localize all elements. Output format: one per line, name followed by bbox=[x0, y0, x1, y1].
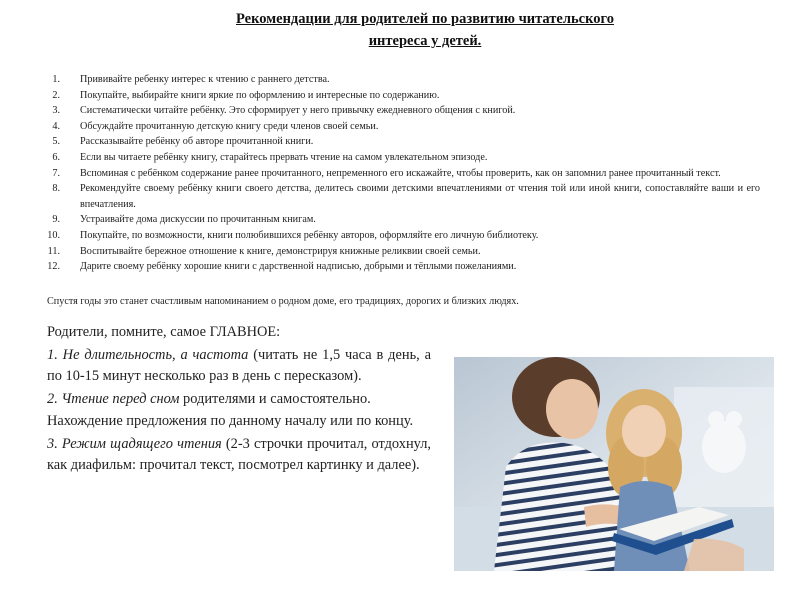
closing-sentence: Спустя годы это станет счастливым напоминанием о родном доме, его традициях, дорогих и близких людях. bbox=[47, 296, 519, 307]
list-item bbox=[38, 228, 760, 244]
item-text: Обсуждайте прочитанную детскую книгу среди членов своей семьи. bbox=[80, 120, 379, 132]
tip-frequency-text: (читать не 1,5 часа в день, а по 10-15 минут несколько раз в день с пересказом). bbox=[47, 346, 431, 384]
mother-daughter-reading-photo bbox=[454, 357, 774, 571]
item-text: Систематически читайте ребёнку. Это сформирует у него привычку ежедневного общения с книгой. bbox=[80, 105, 516, 117]
item-number: 2. bbox=[52, 89, 60, 101]
list-item bbox=[38, 134, 760, 150]
list-item bbox=[38, 181, 760, 212]
item-number: 4. bbox=[52, 120, 60, 132]
tips-heading: Родители, помните, самое ГЛАВНОЕ: bbox=[47, 324, 281, 340]
item-text: Покупайте, по возможности, книги полюбившихся ребёнку авторов, оформляйте его личную библиотеку. bbox=[80, 229, 539, 241]
photo-illustration bbox=[454, 357, 774, 571]
item-number: 8. bbox=[52, 183, 60, 195]
list-item bbox=[38, 166, 760, 182]
title-line-2: интереса у детей. bbox=[368, 33, 482, 49]
item-number: 7. bbox=[52, 167, 60, 179]
item-number: 9. bbox=[52, 214, 60, 226]
item-number: 12. bbox=[47, 261, 60, 273]
tip-bedtime bbox=[47, 389, 431, 411]
item-text: Воспитывайте бережное отношение к книге, демонстрируя книжные реликвии своей семьи. bbox=[80, 245, 481, 257]
item-text: Покупайте, выбирайте книги яркие по оформлению и интересные по содержанию. bbox=[80, 89, 440, 101]
item-text: Рекомендуйте своему ребёнку книги своего детства, делитесь своими детскими впечатлениями от чтения той или иной книги, сопоставляйте ваши и его впечатления. bbox=[80, 183, 760, 210]
list-item bbox=[38, 244, 760, 260]
item-number: 1. bbox=[52, 74, 60, 85]
item-text: Если вы читаете ребёнку книгу, старайтесь прервать чтение на самом увлекательном эпизоде. bbox=[80, 151, 488, 163]
main-tips bbox=[47, 322, 431, 478]
recommendations-list bbox=[38, 72, 760, 275]
tip-frequency-title: 1. Не длительность, а частота bbox=[47, 346, 249, 363]
item-text: Устраивайте дома дискуссии по прочитанным книгам. bbox=[80, 214, 316, 226]
item-number: 10. bbox=[47, 229, 60, 241]
item-text: Рассказывайте ребёнку об авторе прочитанной книги. bbox=[80, 136, 314, 148]
tip-gentle-title: 3. Режим щадящего чтения bbox=[47, 435, 222, 452]
item-number: 3. bbox=[52, 105, 60, 117]
item-number: 11. bbox=[47, 245, 60, 257]
tip-gentle-reading bbox=[47, 434, 431, 477]
item-text: Вспоминая с ребёнком содержание ранее прочитанного, непременного его искажайте, чтобы проверить, как он запомнил ранее прочитанный текст. bbox=[80, 167, 721, 179]
list-item bbox=[38, 212, 760, 228]
tip-bedtime-title: 2. Чтение перед сном bbox=[47, 390, 180, 407]
tip-sentence: Нахождение предложения по данному началу или по концу. bbox=[47, 413, 414, 429]
tip-gentle-text: (2-3 строчки прочитал, отдохнул, как диафильм: прочитал текст, посмотрел картинку и далее). bbox=[47, 435, 431, 473]
list-item bbox=[38, 103, 760, 119]
tip-bedtime-text: родителями и самостоятельно. bbox=[179, 390, 371, 407]
list-item bbox=[38, 72, 760, 88]
tip-frequency bbox=[47, 345, 431, 388]
list-item bbox=[38, 259, 760, 275]
list-item bbox=[38, 88, 760, 104]
page-title bbox=[130, 8, 720, 52]
item-number: 5. bbox=[52, 136, 60, 148]
item-number: 6. bbox=[52, 151, 60, 163]
list-item bbox=[38, 119, 760, 135]
list-item bbox=[38, 150, 760, 166]
title-line-1: Рекомендации для родителей по развитию читательского bbox=[236, 11, 614, 27]
item-text: Прививайте ребенку интерес к чтению с раннего детства. bbox=[80, 74, 330, 85]
item-text: Дарите своему ребёнку хорошие книги с дарственной надписью, добрыми и тёплыми пожеланиями. bbox=[80, 261, 517, 273]
